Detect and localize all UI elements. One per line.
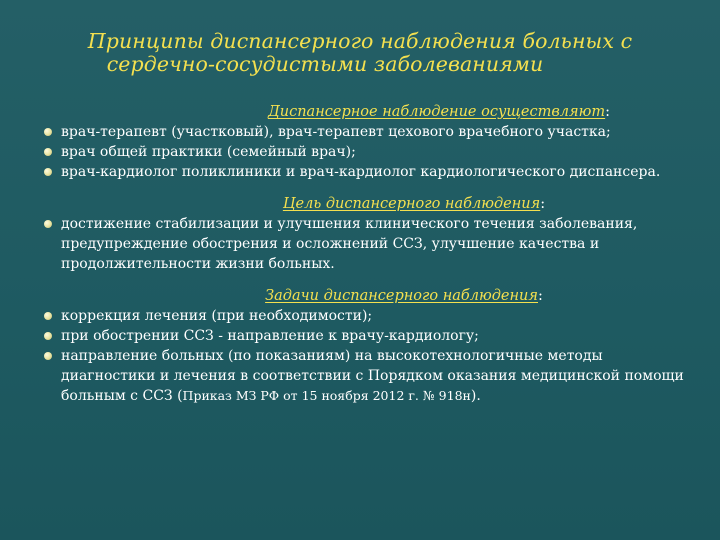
slide-title [40,30,680,76]
section-heading-text: Диспансерное наблюдение осуществляют [267,104,606,120]
title-line-2: сердечно-сосудистыми заболеваниями [106,52,544,76]
section-heading [44,286,684,306]
bullet-dot-icon [44,220,52,228]
list-item-text: врач-кардиолог поликлиники и врач-кардиолог кардиологического диспансера. [61,164,661,180]
section-heading-text: Задачи диспансерного наблюдения [265,288,538,304]
bullet-dot-icon [44,168,52,176]
heading-colon: : [538,288,543,304]
bullet-dot-icon [44,352,52,360]
list-item-main-text: направление больных (по показаниям) на высокотехнологичные методы диагностики и лечения в соответствии с Порядком оказания медицинской помощи больным с ССЗ ( [61,348,684,404]
bullet-dot-icon [44,312,52,320]
list-item [44,162,684,182]
section-performers [44,102,684,182]
list-item-text: при обострении ССЗ - направление к врачу-кардиологу; [61,328,479,344]
section-heading [44,102,684,122]
bullet-list [44,214,684,274]
list-item [44,326,684,346]
list-item-tail: ). [470,388,481,404]
list-item-text: коррекция лечения (при необходимости); [61,308,373,324]
bullet-dot-icon [44,148,52,156]
list-item-text: врач-терапевт (участковый), врач-терапевт цехового врачебного участка; [61,124,611,140]
heading-colon: : [605,104,611,120]
section-tasks [44,286,684,406]
section-goal [44,194,684,274]
section-heading [44,194,684,214]
list-item-text: достижение стабилизации и улучшения клинического течения заболевания, предупреждение обострения и осложнений ССЗ, улучшение качества и продолжительности жизни больных. [61,216,638,272]
list-item [44,346,684,406]
section-heading-text: Цель диспансерного наблюдения [282,196,541,212]
bullet-list [44,306,684,406]
slide-content [44,102,684,418]
list-item-text: врач общей практики (семейный врач); [61,144,356,160]
list-item [44,142,684,162]
list-item [44,214,684,274]
list-item-text [61,348,684,404]
title-line-1: Принципы диспансерного наблюдения больных с [87,29,633,53]
list-item [44,306,684,326]
bullet-list [44,122,684,182]
list-item [44,122,684,142]
heading-colon: : [540,196,546,212]
order-reference-note: Приказ МЗ РФ от 15 ноября 2012 г. № 918н [182,388,471,403]
bullet-dot-icon [44,128,52,136]
bullet-dot-icon [44,332,52,340]
